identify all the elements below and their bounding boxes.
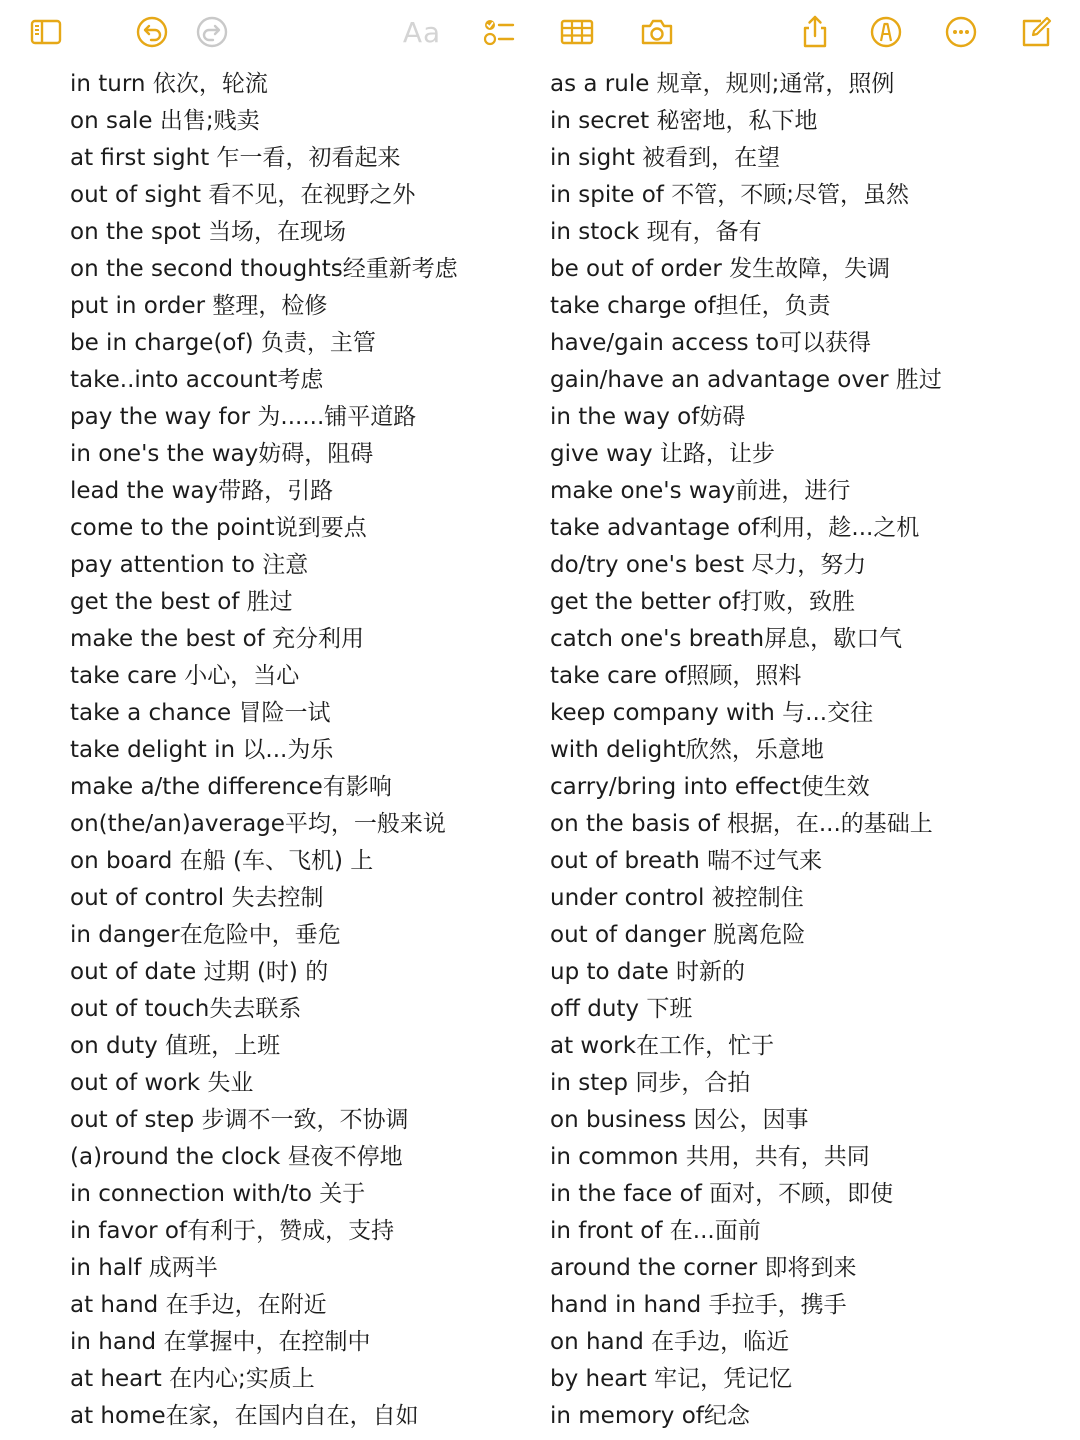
phrase-entry: off duty 下班 (550, 996, 693, 1022)
phrase-entry: with delight欣然，乐意地 (550, 737, 824, 763)
phrase-entry: out of step 步调不一致，不协调 (70, 1107, 409, 1133)
phrase-entry: on the basis of 根据，在...的基础上 (550, 811, 933, 837)
table-icon (560, 15, 594, 49)
phrase-entry: in sight 被看到，在望 (550, 145, 781, 171)
sidebar-toggle-button[interactable] (26, 12, 66, 52)
compose-button[interactable] (1016, 12, 1056, 52)
phrase-entry: carry/bring into effect使生效 (550, 774, 870, 800)
phrase-entry: out of date 过期 (时) 的 (70, 959, 329, 985)
phrase-entry: take a chance 冒险一试 (70, 700, 331, 726)
checklist-button[interactable] (478, 12, 518, 52)
phrase-entry: on business 因公，因事 (550, 1107, 809, 1133)
phrase-entry: around the corner 即将到来 (550, 1255, 857, 1281)
note-body[interactable] (0, 66, 1080, 1440)
phrase-entry: give way 让路，让步 (550, 441, 775, 467)
phrase-list-left (70, 66, 510, 1435)
phrase-entry: on the spot 当场，在现场 (70, 219, 346, 245)
notes-toolbar (0, 0, 1080, 64)
phrase-entry: on(the/an)average平均，一般来说 (70, 811, 446, 837)
phrase-entry: in connection with/to 关于 (70, 1181, 366, 1207)
phrase-entry: at home在家，在国内自在，自如 (70, 1403, 419, 1429)
phrase-entry: in common 共用，共有，共同 (550, 1144, 870, 1170)
phrase-entry: come to the point说到要点 (70, 515, 367, 541)
phrase-entry: do/try one's best 尽力，努力 (550, 552, 867, 578)
undo-icon (135, 15, 169, 49)
phrase-entry: (a)round the clock 昼夜不停地 (70, 1144, 403, 1170)
phrase-entry: take delight in 以...为乐 (70, 737, 334, 763)
phrase-entry: in hand 在掌握中，在控制中 (70, 1329, 371, 1355)
markup-button[interactable] (866, 12, 906, 52)
phrase-entry: in half 成两半 (70, 1255, 218, 1281)
format-text-label: Aa (402, 15, 442, 49)
compose-icon (1019, 15, 1053, 49)
phrase-entry: put in order 整理，检修 (70, 293, 328, 319)
phrase-entry: at work在工作，忙于 (550, 1033, 775, 1059)
phrase-entry: on board 在船 (车、飞机) 上 (70, 848, 374, 874)
phrase-entry: on the second thoughts经重新考虑 (70, 256, 458, 282)
phrase-entry: out of sight 看不见，在视野之外 (70, 182, 416, 208)
phrase-entry: under control 被控制住 (550, 885, 804, 911)
phrase-entry: as a rule 规章，规则;通常，照例 (550, 71, 895, 97)
phrase-entry: have/gain access to可以获得 (550, 330, 872, 356)
phrase-entry: out of breath 喘不过气来 (550, 848, 823, 874)
phrase-entry: at first sight 乍一看，初看起来 (70, 145, 401, 171)
phrase-list-right (550, 66, 1050, 1435)
camera-icon (640, 15, 674, 49)
redo-icon (195, 15, 229, 49)
phrase-entry: pay the way for 为......铺平道路 (70, 404, 417, 430)
phrase-entry: in memory of纪念 (550, 1403, 750, 1429)
phrase-entry: in favor of有利于，赞成，支持 (70, 1218, 395, 1244)
phrase-entry: take care of照顾，照料 (550, 663, 802, 689)
share-icon (798, 15, 832, 49)
phrase-entry: hand in hand 手拉手，携手 (550, 1292, 847, 1318)
camera-button[interactable] (637, 12, 677, 52)
more-icon (944, 15, 978, 49)
more-options-button[interactable] (941, 12, 981, 52)
phrase-entry: be in charge(of) 负责，主管 (70, 330, 376, 356)
phrase-entry: take charge of担任，负责 (550, 293, 831, 319)
phrase-entry: keep company with 与...交往 (550, 700, 874, 726)
phrase-entry: in secret 秘密地，私下地 (550, 108, 818, 134)
checklist-icon (481, 15, 515, 49)
phrase-entry: be out of order 发生故障，失调 (550, 256, 891, 282)
phrase-entry: up to date 时新的 (550, 959, 746, 985)
phrase-entry: pay attention to 注意 (70, 552, 309, 578)
undo-button[interactable] (132, 12, 172, 52)
sidebar-icon (29, 15, 63, 49)
phrase-entry: get the better of打败，致胜 (550, 589, 856, 615)
phrase-entry: catch one's breath屏息，歇口气 (550, 626, 903, 652)
phrase-entry: in one's the way妨碍，阻碍 (70, 441, 374, 467)
phrase-entry: in stock 现有，备有 (550, 219, 762, 245)
share-button[interactable] (795, 12, 835, 52)
phrase-entry: make a/the difference有影响 (70, 774, 392, 800)
phrase-entry: out of touch失去联系 (70, 996, 302, 1022)
phrase-entry: in step 同步，合拍 (550, 1070, 751, 1096)
phrase-entry: on hand 在手边，临近 (550, 1329, 790, 1355)
phrase-entry: in the face of 面对，不顾，即使 (550, 1181, 894, 1207)
phrase-entry: in the way of妨碍 (550, 404, 746, 430)
phrase-entry: take advantage of利用，趁...之机 (550, 515, 920, 541)
phrase-entry: lead the way带路，引路 (70, 478, 334, 504)
phrase-entry: get the best of 胜过 (70, 589, 293, 615)
phrase-entry: out of danger 脱离危险 (550, 922, 806, 948)
phrase-entry: in spite of 不管，不顾;尽管，虽然 (550, 182, 909, 208)
phrase-entry: take care 小心，当心 (70, 663, 300, 689)
phrase-entry: at hand 在手边，在附近 (70, 1292, 327, 1318)
phrase-entry: take..into account考虑 (70, 367, 324, 393)
phrase-entry: out of control 失去控制 (70, 885, 324, 911)
phrase-entry: by heart 牢记，凭记忆 (550, 1366, 793, 1392)
format-text-button[interactable] (400, 12, 444, 52)
phrase-entry: make one's way前进，进行 (550, 478, 851, 504)
phrase-entry: at heart 在内心;实质上 (70, 1366, 315, 1392)
table-button[interactable] (557, 12, 597, 52)
phrase-entry: make the best of 充分利用 (70, 626, 365, 652)
redo-button[interactable] (192, 12, 232, 52)
phrase-entry: on duty 值班，上班 (70, 1033, 281, 1059)
phrase-entry: in front of 在...面前 (550, 1218, 761, 1244)
phrase-entry: on sale 出售;贱卖 (70, 108, 260, 134)
phrase-entry: in turn 依次，轮流 (70, 71, 268, 97)
phrase-entry: gain/have an advantage over 胜过 (550, 367, 942, 393)
phrase-entry: out of work 失业 (70, 1070, 254, 1096)
pen-markup-icon (869, 15, 903, 49)
phrase-entry: in danger在危险中，垂危 (70, 922, 341, 948)
